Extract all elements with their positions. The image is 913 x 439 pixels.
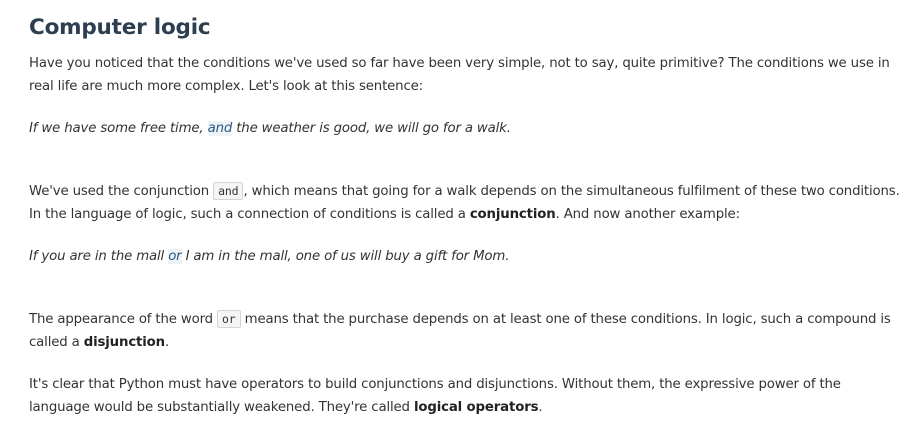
intro-paragraph bbox=[29, 52, 903, 98]
code-or: or bbox=[217, 310, 241, 328]
final-before: It's clear that Python must have operators to build conjunctions and disjunctions. Without them, the expressive power of the language would be substantially weakened. They're called bbox=[29, 377, 841, 415]
disjunction-paragraph bbox=[29, 308, 903, 354]
disjunction-middle: means that the purchase depends on at least one of these conditions. In logic, such a compound is called a bbox=[29, 312, 891, 350]
conjunction-after: . And now another example: bbox=[555, 207, 740, 222]
code-and: and bbox=[213, 182, 243, 200]
example-sentence-and bbox=[29, 117, 903, 140]
page-title: Computer logic bbox=[29, 15, 211, 40]
example2-after: I am in the mall, one of us will buy a gift for Mom. bbox=[181, 249, 510, 264]
highlighted-and: and bbox=[207, 121, 233, 136]
example1-before: If we have some free time, bbox=[29, 121, 208, 136]
conjunction-paragraph bbox=[29, 180, 903, 226]
example-sentence-or bbox=[29, 245, 903, 268]
intro-text: Have you noticed that the conditions we've used so far have been very simple, not to say, quite primitive? The conditions we use in real life are much more complex. Let's look at this sentence: bbox=[29, 56, 890, 94]
term-conjunction: conjunction bbox=[469, 207, 556, 222]
disjunction-after: . bbox=[164, 335, 170, 350]
disjunction-before: The appearance of the word bbox=[29, 312, 218, 327]
conjunction-before: We've used the conjunction bbox=[29, 184, 214, 199]
example1-after: the weather is good, we will go for a walk. bbox=[232, 121, 511, 136]
term-logical-operators: logical operators bbox=[413, 400, 539, 415]
conjunction-middle: , which means that going for a walk depends on the simultaneous fulfilment of these two conditions. In the language of logic, such a connection of conditions is called a bbox=[29, 184, 900, 222]
final-after: . bbox=[538, 400, 543, 415]
highlighted-or: or bbox=[168, 249, 182, 264]
example2-before: If you are in the mall bbox=[29, 249, 169, 264]
term-disjunction: disjunction bbox=[83, 335, 165, 350]
logical-operators-paragraph bbox=[29, 373, 903, 419]
